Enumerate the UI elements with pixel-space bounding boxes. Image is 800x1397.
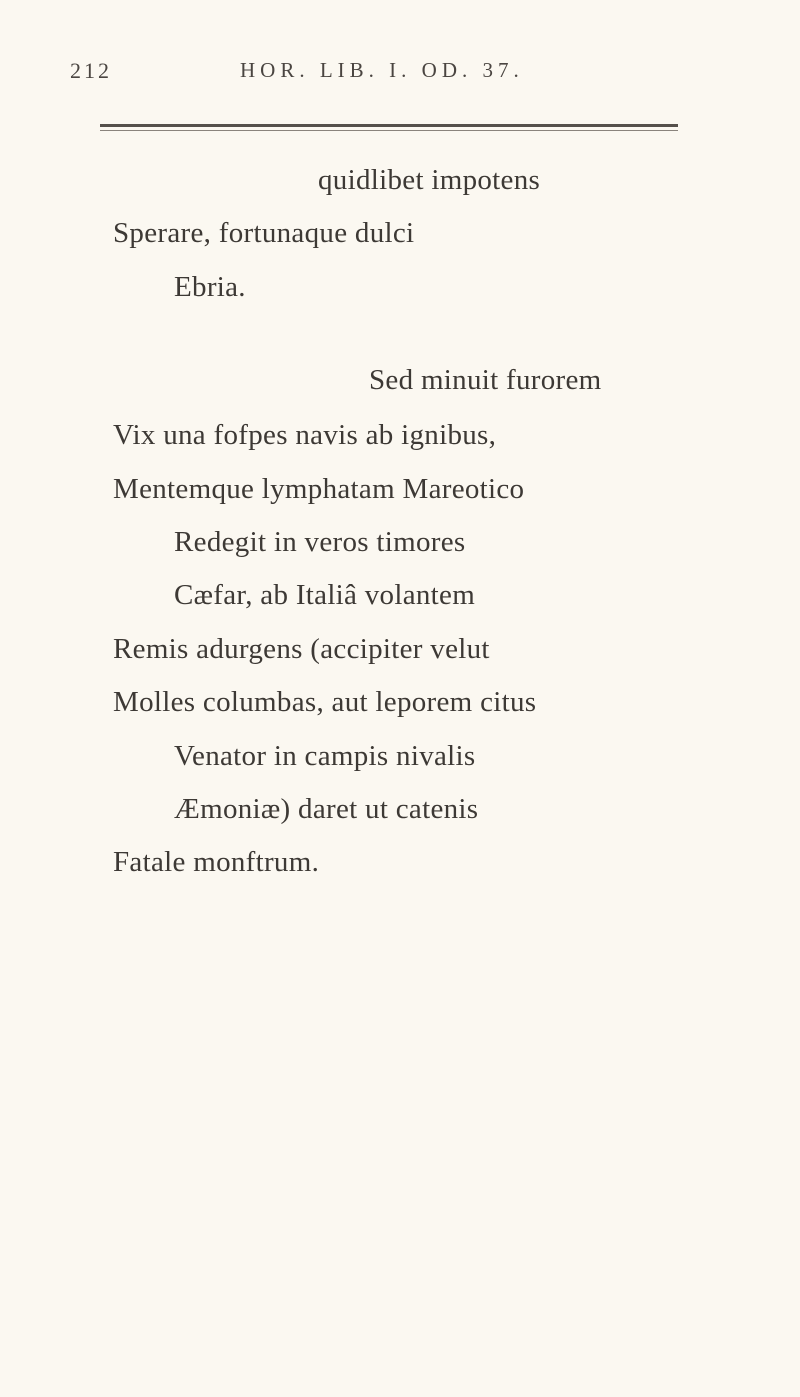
header-rule-thin [100,130,678,131]
verse-line: Sperare, fortunaque dulci [113,217,415,249]
verse-line: Cæfar, ab Italiâ volantem [174,579,476,611]
verse-line: quidlibet impotens [318,164,541,196]
verse-line: Venator in campis nivalis [174,740,476,772]
page-number: 212 [70,58,112,83]
verse-line: Redegit in veros timores [174,526,466,558]
verse-line: Ebria. [174,271,246,303]
verse-line: Mentemque lymphatam Mareotico [113,473,525,505]
running-head [0,58,800,98]
running-title: HOR. LIB. I. OD. 37. [240,58,524,82]
verse-line: Æmoniæ) daret ut catenis [174,793,479,825]
verse-line: Vix una fofpes navis ab ignibus, [113,419,497,451]
verse-line: Molles columbas, aut leporem citus [113,686,537,718]
verse-line: Remis adurgens (accipiter velut [113,633,490,665]
verse-line: Sed minuit furorem [369,364,602,396]
verse-line: Fatale monftrum. [113,846,320,878]
header-rule [100,124,678,127]
